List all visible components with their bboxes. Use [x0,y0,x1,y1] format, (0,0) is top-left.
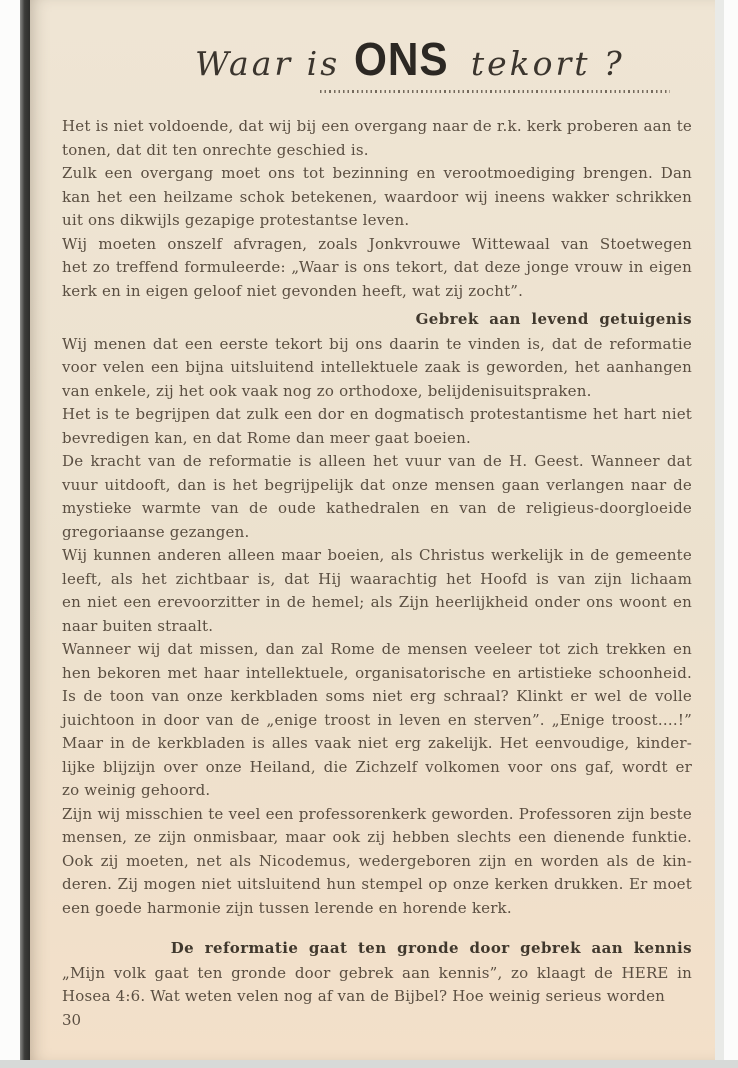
text-line: mystieke warmte van de oude kathedralen en van de religieus-doorgloeide [62,499,692,517]
scan-bottom-edge [0,1060,738,1068]
body-text [62,115,692,1009]
text-line: zo weinig gehoord. [62,781,211,799]
section-heading: Gebrek aan levend getuigenis [415,310,692,328]
text-line: Wanneer wij dat missen, dan zal Rome de mensen veeleer tot zich trekken en [62,640,692,658]
text-line: het zo treffend formuleerde: „Waar is ons tekort, dat deze jonge vrouw in eigen [62,258,692,276]
text-line: tonen, dat dit ten onrechte geschied is. [62,140,369,159]
title-script-left: Waar is [195,44,341,83]
text-line: Het is niet voldoende, dat wij bij een overgang naar de r.k. kerk proberen aan te [62,117,692,135]
text-line: „Mijn volk gaat ten gronde door gebrek aan kennis”, zo klaagt de HERE in [62,963,692,982]
text-line: juichtoon in door van de „enige troost in leven en sterven”. „Enige troost….!” [62,710,692,729]
text-line: een goede harmonie zijn tussen lerende en horende kerk. [62,898,512,917]
dotted-rule [320,90,670,93]
page-content [62,0,692,1029]
text-line: Zulk een overgang moet ons tot bezinning en verootmoediging brengen. Dan [62,164,692,182]
text-line: en niet een erevoorzitter in de hemel; als Zijn heerlijkheid onder ons woont en [62,593,692,611]
text-line: van enkele, zij het ook vaak nog zo orthodoxe, belijdenisuitspraken. [62,381,592,400]
text-line: Het is te begrijpen dat zulk een dor en dogmatisch protestantisme het hart niet [62,405,692,423]
page-number: 30 [62,1010,82,1029]
text-line: lijke blijzijn over onze Heiland, die Zichzelf volkomen voor ons gaf, wordt er [62,757,692,776]
text-line: Zijn wij misschien te veel een professorenkerk geworden. Professoren zijn beste [62,804,692,823]
text-line: naar buiten straalt. [62,616,214,635]
text-line: Wij kunnen anderen alleen maar boeien, als Christus werkelijk in de gemeente [62,546,692,564]
text-line: Maar in de kerkbladen is alles vaak niet erg zakelijk. Het eenvoudige, kinder- [62,734,692,752]
title-script-right: tekort ? [470,44,625,83]
scan-right-edge [715,0,724,1060]
text-line: gregoriaanse gezangen. [62,522,250,541]
text-line: voor velen een bijna uitsluitend intellektuele zaak is geworden, het aanhangen [62,358,692,376]
text-line: De kracht van de reformatie is alleen het vuur van de H. Geest. Wanneer dat [62,452,692,470]
text-line: mensen, ze zijn onmisbaar, maar ook zij hebben slechts een dienende funktie. [62,828,692,846]
text-line: leeft, als het zichtbaar is, dat Hij waarachtig het Hoofd is van zijn lichaam [62,569,692,588]
text-line: bevredigen kan, en dat Rome dan meer gaat boeien. [62,428,471,447]
text-line: hen bekoren met haar intellektuele, organisatorische en artistieke schoonheid. [62,663,692,682]
title-emphasis: ONS [354,33,449,85]
text-line: uit ons dikwijls gezapige protestantse leven. [62,211,410,229]
text-line: Wij moeten onszelf afvragen, zoals Jonkvrouwe Wittewaal van Stoetwegen [62,234,692,253]
text-line: Is de toon van onze kerkbladen soms niet erg schraal? Klinkt er wel de volle [62,687,692,705]
text-line: vuur uitdooft, dan is het begrijpelijk dat onze mensen gaan verlangen naar de [62,475,692,494]
text-line: kan het een heilzame schok betekenen, waardoor wij ineens wakker schrikken [62,187,692,206]
page-title [195,32,692,86]
text-line: Ook zij moeten, net als Nicodemus, wedergeboren zijn en worden als de kin- [62,851,692,870]
text-line: kerk en in eigen geloof niet gevonden heeft, wat zij zocht”. [62,281,524,300]
text-line: Hosea 4:6. Wat weten velen nog af van de Bijbel? Hoe weinig serieus worden [62,987,666,1005]
section-heading: De reformatie gaat ten gronde door gebrek aan kennis [170,939,692,957]
page-spine-shadow [20,0,30,1060]
text-line: deren. Zij mogen niet uitsluitend hun stempel op onze kerken drukken. Er moet [62,875,692,893]
scanned-page [30,0,715,1060]
text-line: Wij menen dat een eerste tekort bij ons daarin te vinden is, dat de reformatie [62,334,692,353]
